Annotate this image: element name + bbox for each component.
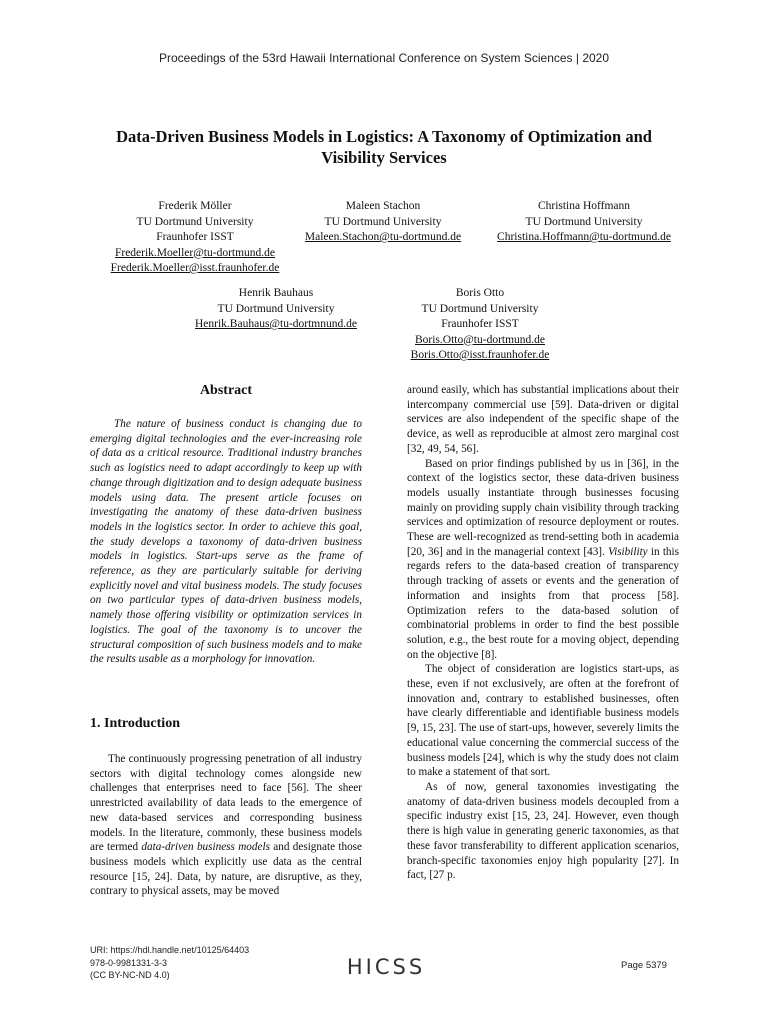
emphasis-text: Visibility	[608, 545, 648, 558]
author-affiliation: TU Dortmund University	[324, 215, 442, 228]
emphasis-text: data-driven business models	[141, 841, 270, 854]
paragraph: The object of consideration are logistics start-ups, as these, even if not exclusively, are often at the forefront of innovation and, contrary to established businesses, often have clearly differentiable and identifiable business models [9, 15, 23]. The use of start-ups, however, severely limits the educational value concerning the commercial success of the business models [24], which is why the study does not claim to make a statement of that sort.	[407, 663, 679, 779]
author-email-link[interactable]: Boris.Otto@tu-dortmund.de	[414, 333, 546, 346]
author-email-link[interactable]: Boris.Otto@isst.fraunhofer.de	[410, 349, 550, 361]
author-block-otto	[390, 286, 570, 364]
abstract-body: The nature of business conduct is changing due to emerging digital technologies and the ever-increasing role of data as a critical resource. Traditional industry branches such as logistics need to adapt accordingly to keep up with change through digitization and to design adequate business models using data. The present article focuses on investigating the anatomy of these data-driven business models in the logistics sector. In order to achieve this goal, the study develops a taxonomy of data-driven business models in logistics. Start-ups serve as the frame of reference, as they are particularly suitable for deriving explicitly novel and vital business models. The study focuses on two particular types of data-driven business models, namely those offering visibility or optimization services in logistics. The goal of the taxonomy is to uncover the structural composition of such business models and to make the results usable as a morphology for innovation.	[90, 418, 362, 666]
author-affiliation: TU Dortmund University	[525, 215, 643, 228]
footer-license: (CC BY-NC-ND 4.0)	[90, 970, 170, 980]
author-name: Maleen Stachon	[345, 200, 421, 212]
author-affiliation: TU Dortmund University	[136, 215, 254, 228]
author-name: Christina Hoffmann	[537, 200, 631, 212]
paragraph	[407, 457, 679, 663]
author-block-bauhaus	[176, 286, 376, 333]
page-number: Page 5379	[621, 960, 667, 971]
text-run: in this regards refers to the data-based creation of transparency through tracking of assets or events and the generation of information and insights from that process [58]. Optimization refers to the data-based solution of combinatorial problems in order to find the best possible solution, e.g., the best route for a moving object, depending on the objective [8].	[407, 545, 679, 661]
author-block-moeller	[90, 199, 300, 277]
author-name: Boris Otto	[455, 287, 505, 299]
footer-uri-link[interactable]: URI: https://hdl.handle.net/10125/64403	[90, 945, 250, 955]
right-column-body	[407, 383, 679, 883]
text-run: The continuously progressing penetration of all industry sectors with digital technology comes alongside new challenges that enterprises need to face [56]. The sheer unrestricted availability of data leads to the emergence of new data-based services and corresponding business models. In the literature, commonly, these business models are termed	[90, 753, 362, 854]
title-line-1: Data-Driven Business Models in Logistics: A Taxonomy of Optimization and	[116, 127, 652, 146]
footer-isbn: 978-0-9981331-3-3	[90, 957, 168, 968]
text-run: Based on prior findings published by us in [36], in the context of the logistics sector, these data-driven business models usually instantiate through businesses focusing mainly on providing supply chain visibility through tracking services and optimization of resource deployment or routes. These are well-recognized as trend-setting both in academia [20, 36] and in the managerial context [43].	[407, 457, 679, 558]
abstract-heading: Abstract	[199, 383, 253, 398]
author-email-link[interactable]: Frederik.Moeller@tu-dortmund.de	[114, 246, 276, 259]
hicss-logo: HICSS	[346, 955, 426, 979]
author-affiliation: TU Dortmund University	[217, 302, 335, 315]
author-affiliation: Fraunhofer ISST	[156, 231, 234, 243]
author-affiliation: TU Dortmund University	[421, 302, 539, 315]
text-run: and designate those business models which explicitly use data as the central resource [15, 24]. Data, by nature, are disruptive, as they, contrary to physical assets, may be moved	[90, 841, 362, 898]
author-block-hoffmann	[486, 199, 682, 246]
author-name: Frederik Möller	[158, 200, 232, 212]
introduction-heading: 1. Introduction	[90, 716, 180, 731]
paragraph: around easily, which has substantial implications about their intercompany commercial use [59]. Data-driven or digital services are also independent of the specific shape of the device, as well as reproducible at almost zero marginal cost [32, 49, 54, 56].	[407, 384, 679, 455]
author-affiliation: Fraunhofer ISST	[441, 318, 519, 330]
paper-title	[70, 126, 698, 168]
author-email-link[interactable]: Christina.Hoffmann@tu-dortmund.de	[497, 231, 671, 243]
title-line-2: Visibility Services	[321, 148, 447, 167]
paragraph: As of now, general taxonomies investigating the anatomy of data-driven business models decoupled from a specific industry exist [15, 23, 24]. However, even though there is high value in generating generic taxonomies, as that these favor transferability to different application scenarios, branch-specific taxonomies enjoy high popularity [27]. In fact, [27 p.	[407, 780, 679, 882]
footer-metadata	[90, 944, 249, 982]
author-email-link[interactable]: Henrik.Bauhaus@tu-dortmnund.de	[195, 318, 357, 330]
paragraph	[90, 752, 362, 899]
conference-header: Proceedings of the 53rd Hawaii International Conference on System Sciences | 2020	[158, 51, 610, 65]
author-name: Henrik Bauhaus	[238, 287, 314, 299]
author-email-link[interactable]: Frederik.Moeller@isst.fraunhofer.de	[110, 262, 280, 274]
introduction-body	[90, 752, 362, 899]
author-block-stachon	[288, 199, 478, 246]
author-email-link[interactable]: Maleen.Stachon@tu-dortmund.de	[304, 231, 462, 243]
